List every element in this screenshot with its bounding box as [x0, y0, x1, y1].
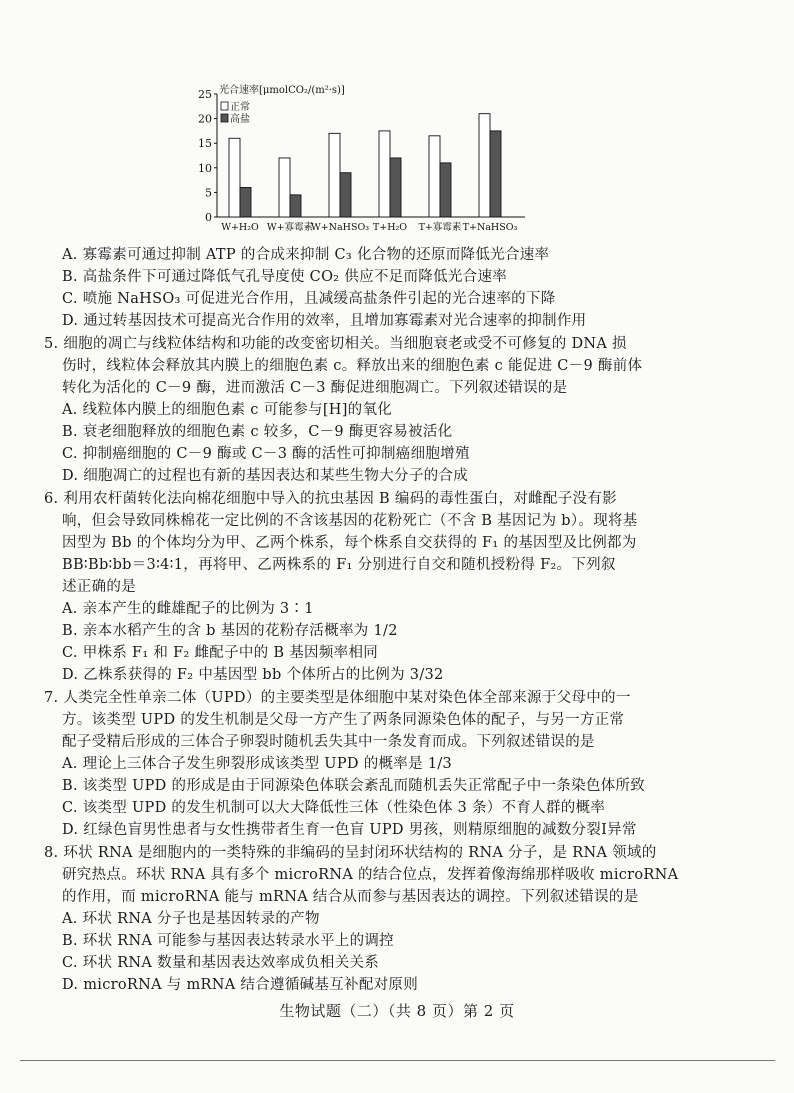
q5-option-a: A. 线粒体内膜上的细胞色素 c 可能参与[H]的氧化	[62, 402, 393, 418]
bar	[479, 114, 490, 217]
q6-stem-line: 响，但会导致同株棉花一定比例的不含该基因的花粉死亡（不含 B 基因记为 b）。现将基	[62, 513, 638, 529]
y-tick-label: 15	[198, 137, 212, 151]
y-tick-label: 25	[198, 88, 212, 101]
q6-stem-line: 述正确的是	[62, 579, 136, 595]
q4-option-a: A. 寡霉素可通过抑制 ATP 的合成来抑制 C₃ 化合物的还原而降低光合速率	[62, 247, 550, 263]
bar	[490, 131, 501, 217]
q6-stem-line: 因型为 Bb 的个体均分为甲、乙两个株系，每个株系自交获得的 F₁ 的基因型及比例都为	[62, 535, 637, 551]
q8-option-b: B. 环状 RNA 可能参与基因表达转录水平上的调控	[62, 933, 394, 949]
y-tick-label: 10	[198, 161, 212, 175]
y-tick-label: 0	[205, 211, 212, 224]
q5-stem-line: 5. 细胞的凋亡与线粒体结构和功能的改变密切相关。当细胞衰老或受不可修复的 DNA 损	[44, 336, 627, 352]
q8-stem-line: 的作用，而 microRNA 能与 mRNA 结合从而参与基因表达的调控。下列叙述错误的是	[62, 889, 639, 905]
legend-swatch	[221, 102, 228, 110]
q8-option-d: D. microRNA 与 mRNA 结合遵循碱基互补配对原则	[62, 977, 419, 993]
q6-option-d: D. 乙株系获得的 F₂ 中基因型 bb 个体所占的比例为 3/32	[62, 667, 444, 683]
q8-option-c: C. 环状 RNA 数量和基因表达效率成负相关关系	[62, 955, 380, 971]
y-tick-label: 5	[205, 186, 212, 200]
q4-option-d: D. 通过转基因技术可提高光合作用的效率，且增加寡霉素对光合速率的抑制作用	[62, 313, 587, 329]
q6-option-a: A. 亲本产生的雌雄配子的比例为 3∶1	[62, 601, 314, 617]
q5-stem-line: 转化为活化的 C－9 酶，进而激活 C－3 酶促进细胞凋亡。下列叙述错误的是	[62, 380, 568, 396]
bar	[390, 158, 401, 217]
q6-stem-line: BB∶Bb∶bb＝3∶4∶1，再将甲、乙两株系的 F₁ 分别进行自交和随机授粉得 F₂。下列叙	[62, 557, 616, 573]
q4-option-b: B. 高盐条件下可通过降低气孔导度使 CO₂ 供应不足而降低光合速率	[62, 269, 508, 285]
q4-option-c: C. 喷施 NaHSO₃ 可促进光合作用，且减缓高盐条件引起的光合速率的下降	[62, 291, 556, 307]
page-footer: 生物试题（二）（共 8 页）第 2 页	[279, 1002, 515, 1020]
bar	[340, 173, 351, 217]
q5-option-c: C. 抑制癌细胞的 C－9 酶或 C－3 酶的活性可抑制癌细胞增殖	[62, 446, 470, 462]
x-tick-label: W+NaHSO₃	[310, 222, 370, 233]
bar	[379, 131, 390, 217]
legend-label: 正常	[230, 102, 250, 113]
q8-option-a: A. 环状 RNA 分子也是基因转录的产物	[62, 911, 320, 927]
bar	[279, 158, 290, 217]
chart-bars	[229, 114, 501, 217]
x-tick-label: W+H₂O	[221, 222, 259, 233]
q7-stem-line: 方。该类型 UPD 的发生机制是父母一方产生了两条同源染色体的配子，与另一方正常	[62, 712, 625, 728]
legend-swatch	[221, 114, 228, 122]
bar	[429, 136, 440, 217]
q7-option-c: C. 该类型 UPD 的发生机制可以大大降低性三体（性染色体 3 条）不育人群的概率	[62, 800, 606, 816]
q5-option-b: B. 衰老细胞释放的细胞色素 c 较多，C－9 酶更容易被活化	[62, 424, 453, 440]
y-axis-label: 光合速率[μmolCO₂/(m²·s)]	[219, 85, 345, 96]
q6-option-b: B. 亲本水稻产生的含 b 基因的花粉存活概率为 1/2	[62, 623, 398, 639]
x-tick-label: T+NaHSO₃	[462, 222, 518, 233]
q6-option-c: C. 甲株系 F₁ 和 F₂ 雌配子中的 B 基因频率相同	[62, 645, 379, 661]
x-tick-label: W+寡霉素	[266, 222, 314, 233]
x-tick-label: T+寡霉素	[418, 222, 462, 233]
q5-stem-line: 伤时，线粒体会释放其内膜上的细胞色素 c。释放出来的细胞色素 c 能促进 C－9 酶前体	[62, 358, 643, 374]
bar	[290, 195, 301, 217]
q6-stem-line: 6. 利用农杆菌转化法向棉花细胞中导入的抗虫基因 B 编码的毒性蛋白，对雌配子没有影	[44, 491, 617, 507]
q7-option-a: A. 理论上三体合子发生卵裂形成该类型 UPD 的概率是 1/3	[62, 756, 453, 772]
q8-stem-line: 8. 环状 RNA 是细胞内的一类特殊的非编码的呈封闭环状结构的 RNA 分子，是 RNA 领域的	[44, 845, 657, 861]
legend-label: 高盐	[230, 114, 250, 125]
x-tick-label: T+H₂O	[372, 222, 408, 233]
bar	[329, 133, 340, 217]
y-tick-label: 20	[198, 112, 212, 126]
bar	[440, 163, 451, 217]
q7-option-d: D. 红绿色盲男性患者与女性携带者生育一色盲 UPD 男孩，则精原细胞的减数分裂Ⅰ异常	[62, 822, 637, 838]
bar	[240, 187, 251, 217]
bar	[229, 138, 240, 217]
q7-stem-line: 配子受精后形成的三体合子卵裂时随机丢失其中一条发育而成。下列叙述错误的是	[62, 734, 595, 750]
photosynthesis-bar-chart	[195, 82, 540, 242]
q8-stem-line: 研究热点。环状 RNA 具有多个 microRNA 的结合位点，发挥着像海绵那样吸收 microRNA	[62, 867, 679, 883]
q7-stem-line: 7. 人类完全性单亲二体（UPD）的主要类型是体细胞中某对染色体全部来源于父母中的一	[44, 690, 631, 706]
chart-axes	[214, 94, 525, 217]
bottom-rule	[20, 1060, 775, 1061]
q7-option-b: B. 该类型 UPD 的形成是由于同源染色体联会紊乱而随机丢失正常配子中一条染色体所致	[62, 778, 646, 794]
q5-option-d: D. 细胞凋亡的过程也有新的基因表达和某些生物大分子的合成	[62, 468, 469, 484]
